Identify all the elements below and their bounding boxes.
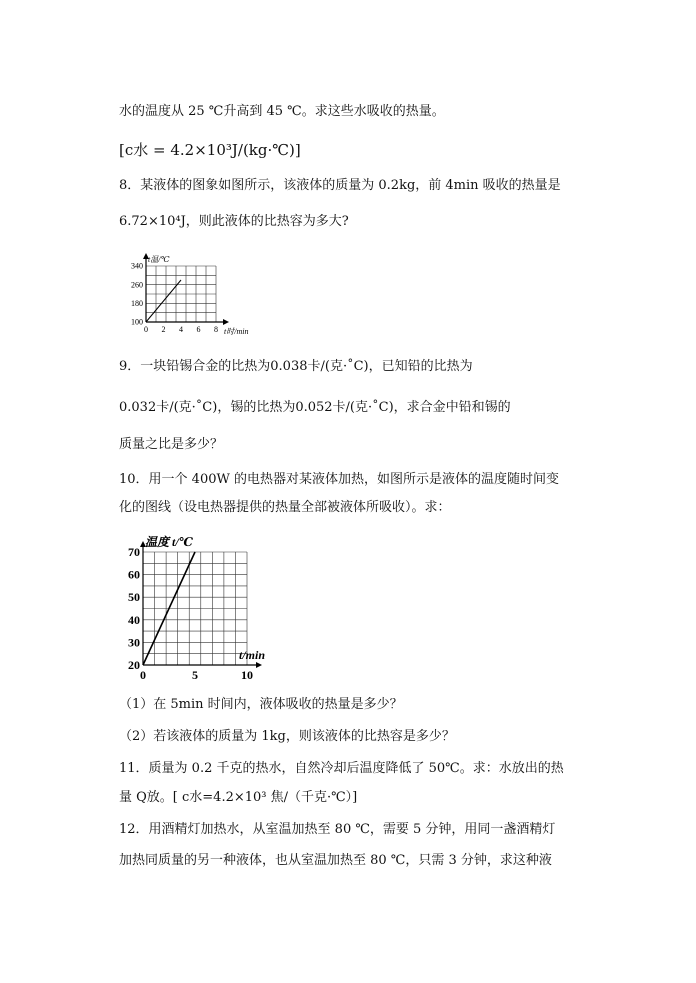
x-axis-arrow bbox=[223, 319, 229, 325]
y-tick-label: 70 bbox=[128, 545, 140, 559]
question-9-line-1: 9．一块铅锡合金的比热为0.038卡/(克·˚C)，已知铅的比热为 bbox=[119, 359, 473, 374]
y-tick-label: 260 bbox=[131, 280, 143, 290]
y-tick-label: 100 bbox=[131, 317, 143, 327]
y-axis-label: t温/℃ bbox=[148, 255, 170, 264]
y-tick-label: 50 bbox=[128, 590, 140, 605]
question-12-line-1: 12．用酒精灯加热水，从室温加热至 80 ℃，需要 5 分钟，用同一盏酒精灯 bbox=[119, 822, 556, 837]
question-10-line-1: 10．用一个 400W 的电热器对某液体加热，如图所示是液体的温度随时间变 bbox=[119, 472, 559, 487]
chart-8-temperature-time bbox=[119, 244, 279, 340]
x-tick-label: 0 bbox=[140, 668, 146, 682]
formula-line-2: [c水 = 4.2×10³J/(kg·℃)] bbox=[119, 141, 301, 159]
x-axis-arrow bbox=[256, 662, 262, 668]
x-tick-label: 2 bbox=[161, 325, 166, 334]
y-tick-label: 40 bbox=[128, 612, 140, 627]
question-11-line-1: 11．质量为 0.2 千克的热水，自然冷却后温度降低了 50℃。求：水放出的热 bbox=[119, 761, 564, 776]
x-tick-label: 5 bbox=[192, 668, 198, 682]
question-10-line-2: 化的图线（设电热器提供的热量全部被液体所吸收）。求： bbox=[119, 500, 451, 515]
question-11-line-2: 量 Q放。[ c水=4.2×10³ 焦/（千克·℃）] bbox=[119, 790, 358, 805]
chart-10-temperature-time bbox=[119, 530, 289, 688]
text-line-1: 水的温度从 25 ℃升高到 45 ℃。求这些水吸收的热量。 bbox=[119, 104, 445, 119]
x-axis-label: t/min bbox=[239, 648, 266, 662]
question-9-line-2: 0.032卡/(克·˚C)，锡的比热为0.052卡/(克·˚C)，求合金中铅和锡的 bbox=[119, 400, 511, 415]
y-tick-label: 20 bbox=[128, 658, 140, 672]
question-12-line-2: 加热同质量的另一种液体，也从室温加热至 80 ℃，只需 3 分钟，求这种液 bbox=[119, 853, 552, 868]
x-tick-label: 8 bbox=[214, 325, 218, 334]
y-axis-label: 温度 t/℃ bbox=[145, 535, 194, 549]
question-8-line-1: 8．某液体的图象如图所示，该液体的质量为 0.2kg，前 4min 吸收的热量是 bbox=[119, 178, 561, 193]
y-tick-label: 60 bbox=[128, 567, 140, 582]
x-tick-label: 0 bbox=[144, 325, 148, 334]
question-8-line-2: 6.72×10⁴J，则此液体的比热容为多大? bbox=[119, 214, 349, 229]
x-tick-label: 10 bbox=[241, 668, 253, 682]
x-axis-label: t时/min bbox=[224, 327, 249, 336]
y-tick-label: 30 bbox=[128, 635, 140, 650]
question-9-line-3: 质量之比是多少？ bbox=[119, 437, 224, 452]
question-10-part-1: （1）在 5min 时间内，液体吸收的热量是多少？ bbox=[119, 697, 403, 712]
y-tick-label: 180 bbox=[131, 299, 143, 308]
y-tick-label: 340 bbox=[131, 261, 143, 271]
question-10-part-2: （2）若该液体的质量为 1kg，则该液体的比热容是多少？ bbox=[119, 729, 455, 744]
x-tick-label: 6 bbox=[196, 325, 201, 334]
x-tick-label: 4 bbox=[179, 325, 183, 334]
